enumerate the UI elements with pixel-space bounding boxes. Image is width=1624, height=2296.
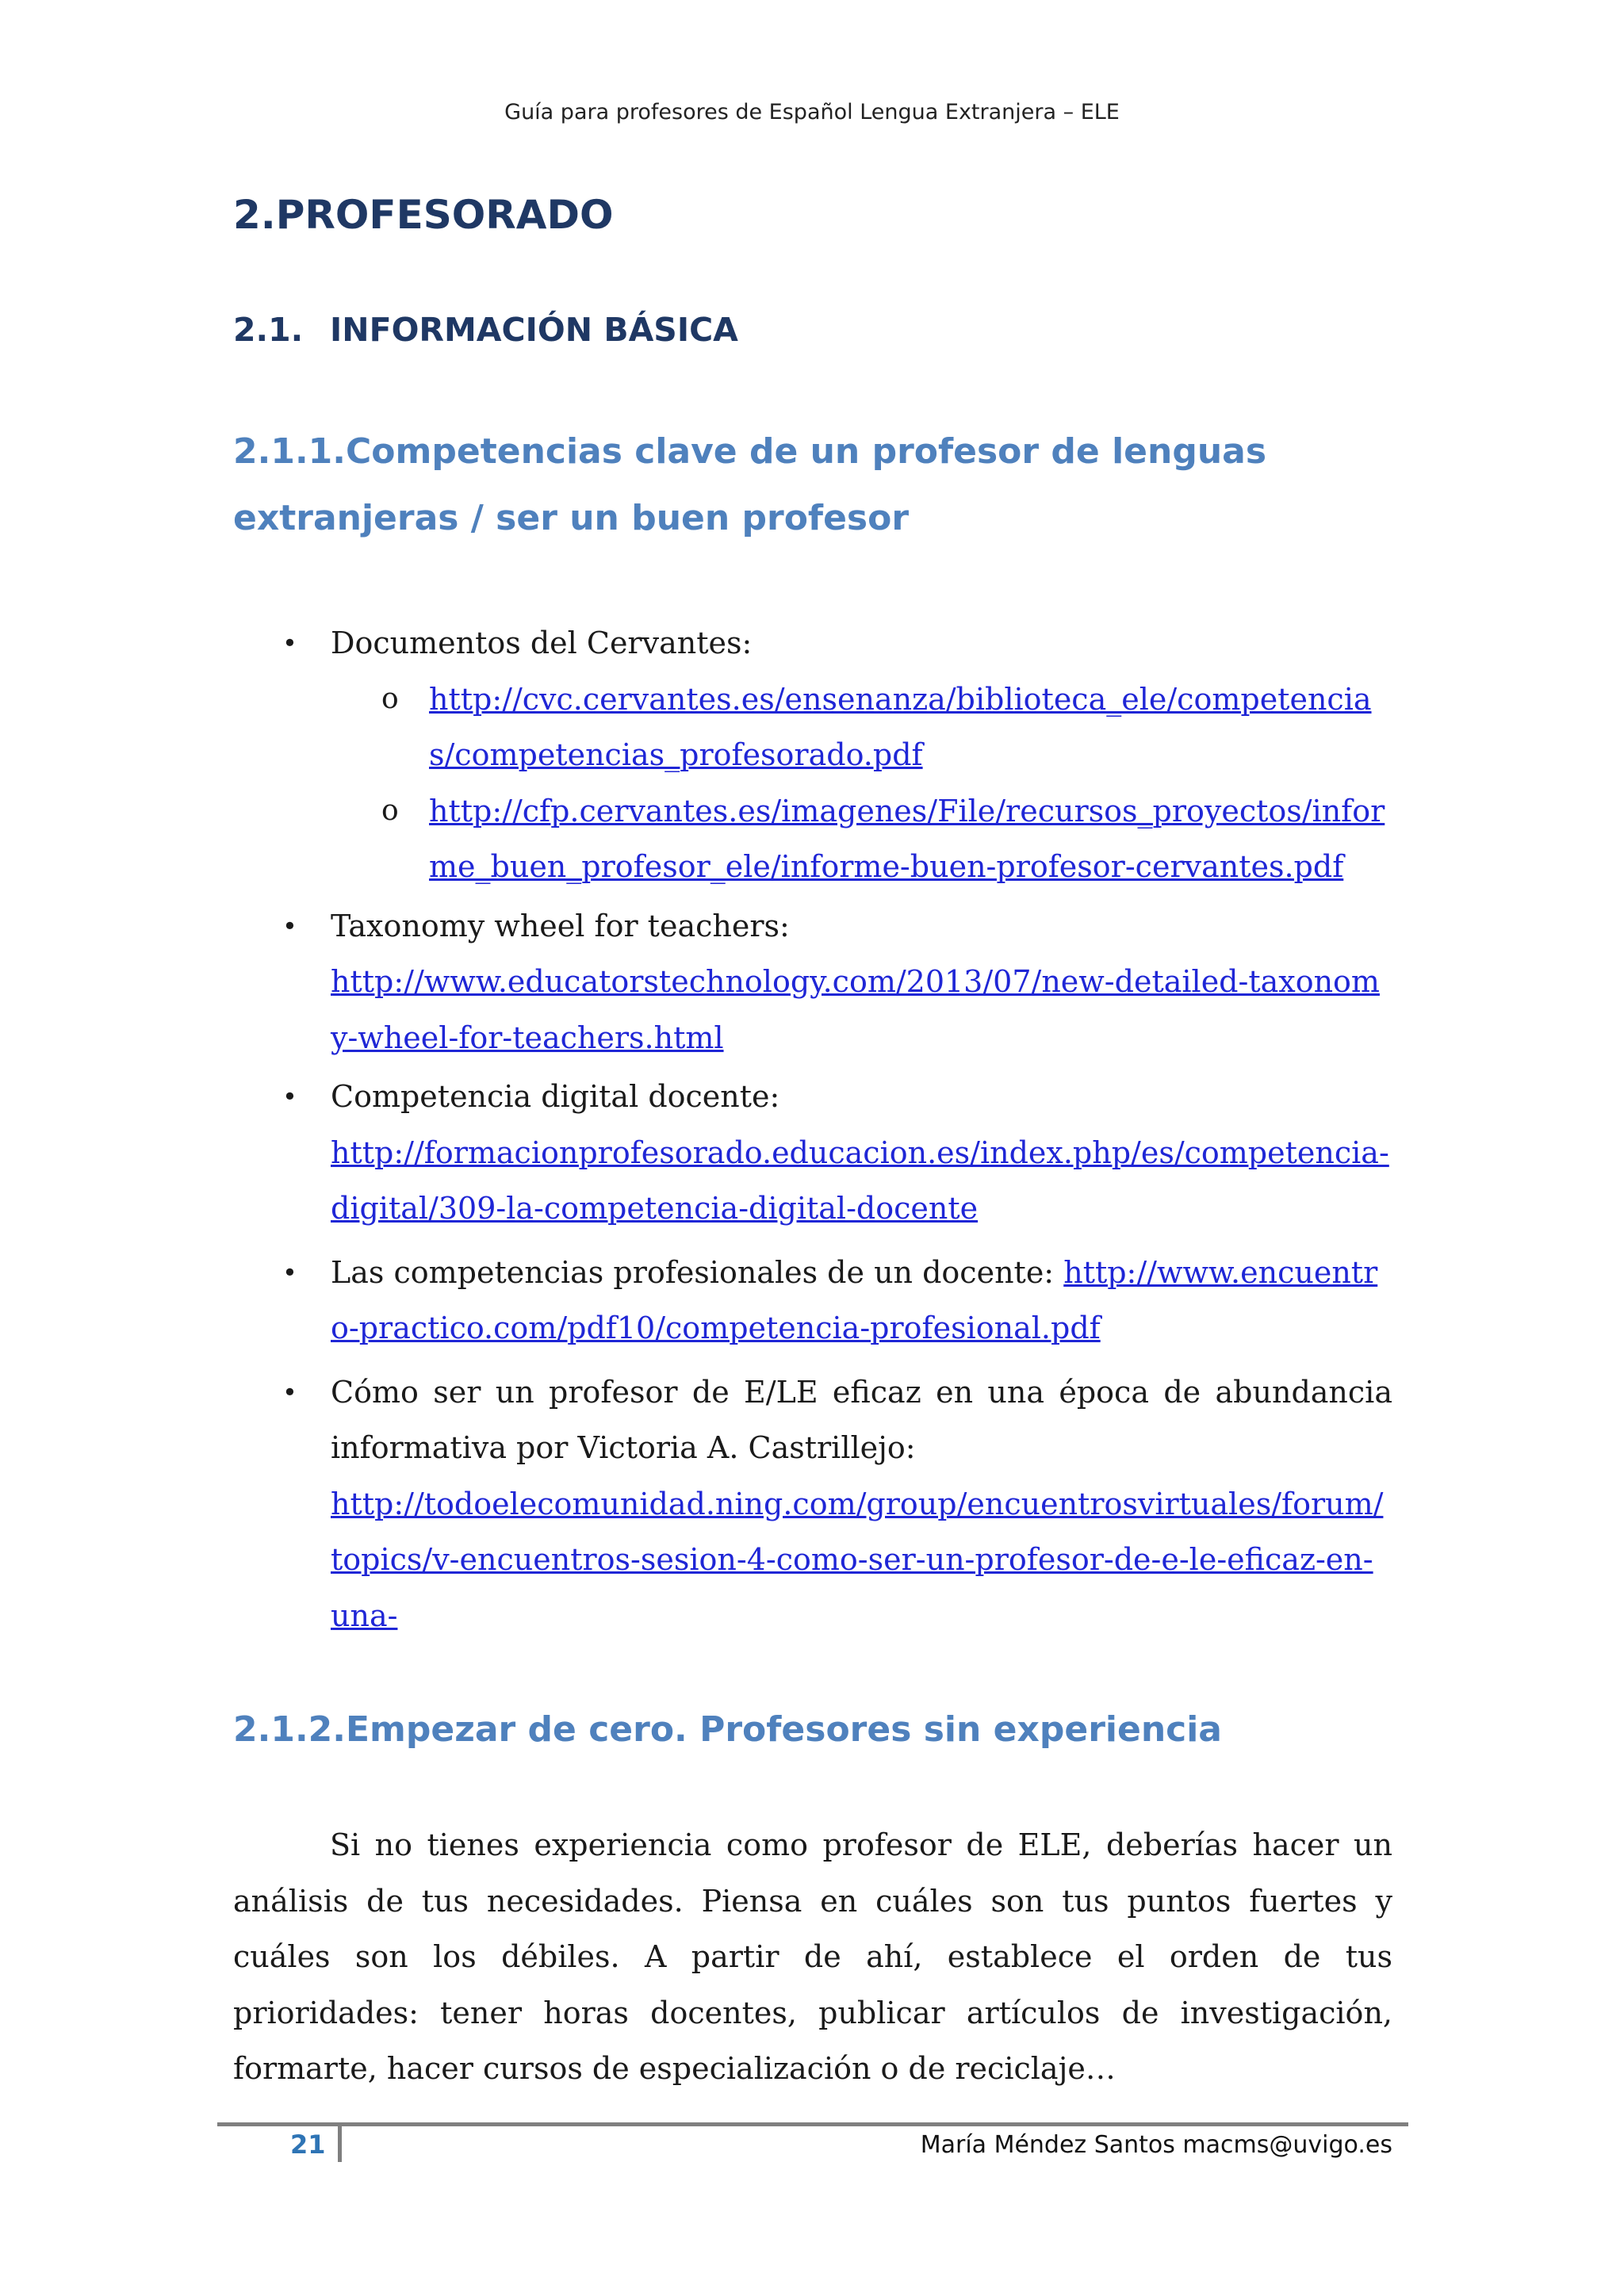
- bullet-icon: •: [282, 910, 297, 941]
- circle-bullet-icon: o: [381, 682, 399, 715]
- list-item: [233, 1245, 1392, 1357]
- link-cfp-informe[interactable]: http://cfp.cervantes.es/imagenes/File/recursos_proyectos/informe_buen_profesor_ele/informe-buen-profesor-cervantes.pdf: [429, 793, 1385, 884]
- footer-author: María Méndez Santos macms@uvigo.es: [920, 2131, 1392, 2159]
- page-number: 21: [290, 2130, 326, 2160]
- link-cvc-competencias[interactable]: http://cvc.cervantes.es/ensenanza/biblioteca_ele/competencias/competencias_profesorado.pdf: [429, 681, 1372, 772]
- list-item-label: Cómo ser un profesor de E/LE eficaz en una época de abundancia informativa por Victoria A. Castrillejo:: [331, 1374, 1392, 1465]
- list-item-label: Las competencias profesionales de un docente:: [331, 1254, 1055, 1290]
- body-paragraph: Si no tienes experiencia como profesor de ELE, deberías hacer un análisis de tus necesidades. Piensa en cuáles son tus puntos fuertes y cuáles son los débiles. A partir de ahí, establece el orden de tus prioridades: tener horas docentes, publicar artículos de investigación, formarte, hacer cursos de especialización o de reciclaje…: [233, 1827, 1392, 2086]
- link-taxonomy-wheel[interactable]: http://www.educatorstechnology.com/2013/07/new-detailed-taxonomy-wheel-for-teachers.html: [331, 964, 1380, 1055]
- sub-list-item: [331, 672, 1392, 783]
- sub-list-item: [331, 783, 1392, 895]
- chapter-heading: 2.PROFESORADO: [233, 192, 614, 238]
- list-item: [233, 898, 1392, 1066]
- section-heading: [233, 311, 738, 349]
- resource-list: [233, 615, 1392, 1644]
- sub-list: [331, 672, 1392, 895]
- bullet-icon: •: [282, 628, 297, 658]
- subsection-heading-empezar: 2.1.2.Empezar de cero. Profesores sin experiencia: [233, 1709, 1222, 1750]
- list-item-label: Taxonomy wheel for teachers:: [331, 908, 790, 943]
- circle-bullet-icon: o: [381, 794, 399, 827]
- footer-divider-tick: [338, 2126, 342, 2162]
- section-number: 2.1.: [233, 311, 304, 349]
- link-encuentro-practico[interactable]: http://www.encuentro-practico.com/pdf10/competencia-profesional.pdf: [331, 1254, 1378, 1345]
- list-item: [233, 1069, 1392, 1237]
- subsection-heading-competencias: 2.1.1.Competencias clave de un profesor de lenguas extranjeras / ser un buen profesor: [233, 431, 1267, 538]
- list-item: [233, 1364, 1392, 1644]
- list-item: [233, 615, 1392, 895]
- link-competencia-digital[interactable]: http://formacionprofesorado.educacion.es/index.php/es/competencia-digital/309-la-competencia-digital-docente: [331, 1135, 1389, 1226]
- running-header: Guía para profesores de Español Lengua Extranjera – ELE: [504, 100, 1120, 124]
- section-title: INFORMACIÓN BÁSICA: [330, 311, 738, 349]
- bullet-icon: •: [282, 1081, 297, 1112]
- list-item-label: Documentos del Cervantes:: [331, 626, 753, 660]
- bullet-icon: •: [282, 1376, 297, 1407]
- list-item-label: Competencia digital docente:: [331, 1079, 780, 1114]
- bullet-icon: •: [282, 1257, 297, 1288]
- footer-divider: [217, 2122, 1408, 2126]
- link-todoele-comunidad[interactable]: http://todoelecomunidad.ning.com/group/encuentrosvirtuales/forum/topics/v-encuentros-sesion-4-como-ser-un-profesor-de-e-le-eficaz-en-una-: [331, 1486, 1384, 1633]
